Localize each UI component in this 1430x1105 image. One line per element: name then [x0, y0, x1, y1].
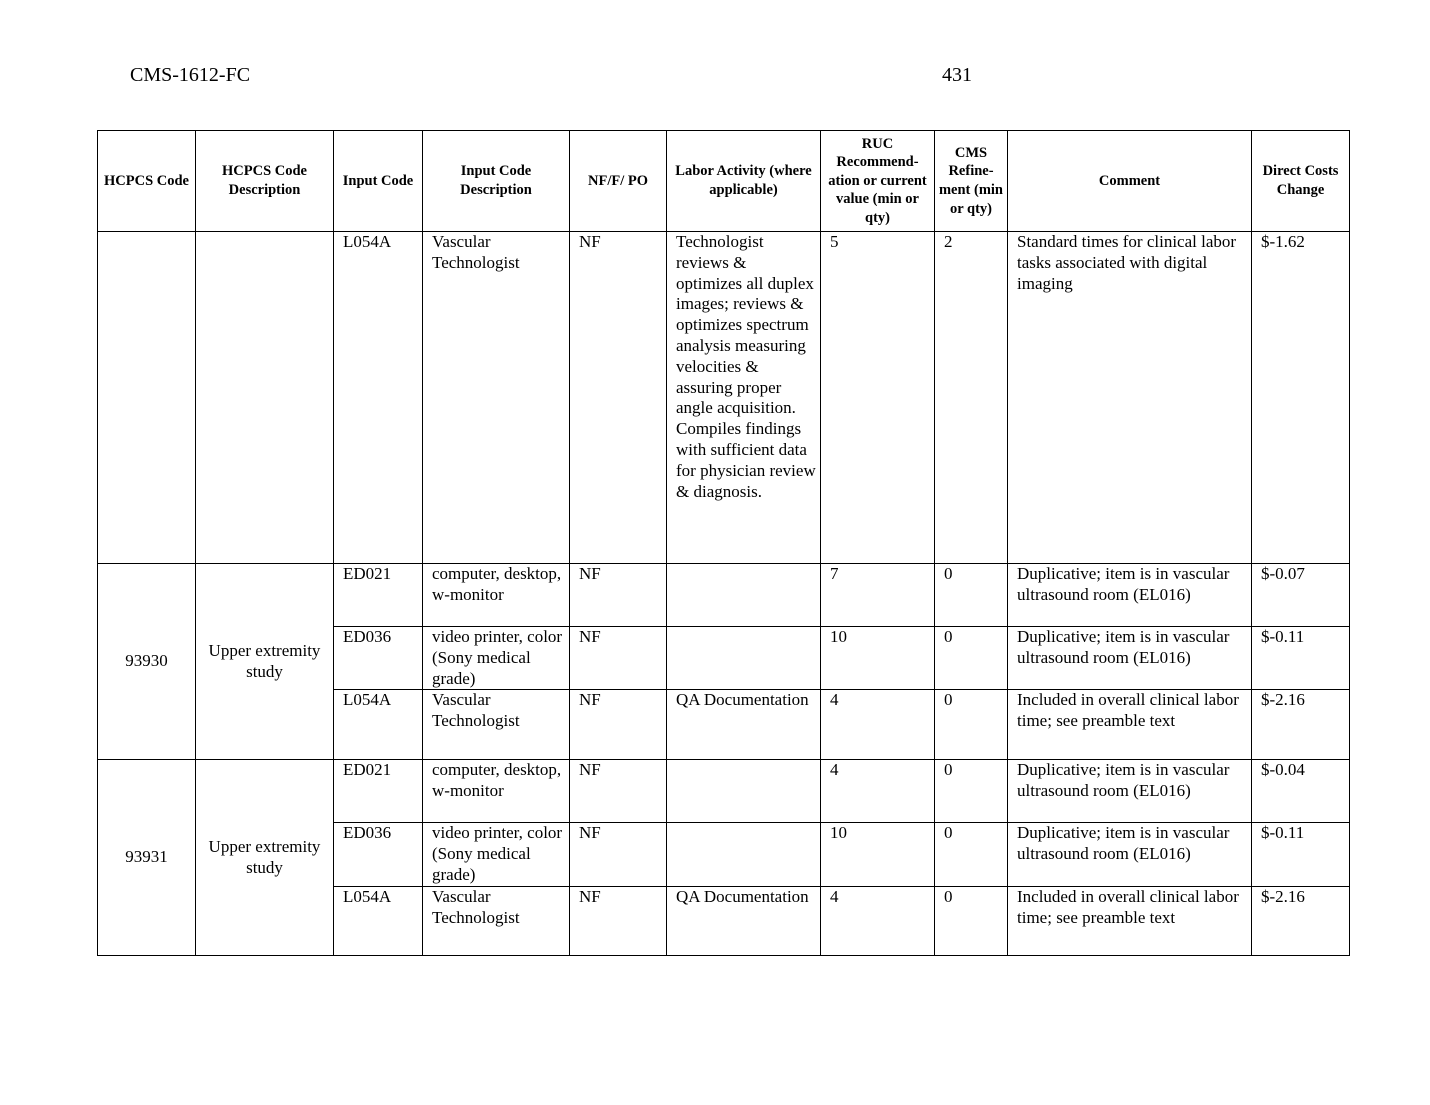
comment-cell: Included in overall clinical labor time; see preamble text — [1008, 690, 1252, 760]
input-code-cell: L054A — [334, 886, 423, 955]
cms-refinement-cell: 0 — [935, 886, 1008, 955]
cost-change-cell: $-0.11 — [1252, 627, 1350, 690]
header-input-code: Input Code — [334, 131, 423, 232]
ruc-value-cell: 4 — [821, 760, 935, 823]
hcpcs-description-cell — [196, 232, 334, 564]
input-code-cell: ED021 — [334, 564, 423, 627]
hcpcs-code-cell — [98, 232, 196, 564]
nf-cell: NF — [570, 564, 667, 627]
page-number: 431 — [942, 64, 972, 86]
nf-cell: NF — [570, 823, 667, 886]
comment-cell: Duplicative; item is in vascular ultrasound room (EL016) — [1008, 823, 1252, 886]
labor-activity-cell — [667, 627, 821, 690]
cms-refinement-cell: 0 — [935, 627, 1008, 690]
table-header — [98, 131, 1350, 232]
input-description-cell: video printer, color (Sony medical grade) — [423, 627, 570, 690]
ruc-value-cell: 5 — [821, 232, 935, 564]
comment-cell: Standard times for clinical labor tasks associated with digital imaging — [1008, 232, 1252, 564]
input-description-cell: Vascular Technologist — [423, 690, 570, 760]
input-code-cell: ED036 — [334, 823, 423, 886]
header-labor-activity: Labor Activity (where applicable) — [667, 131, 821, 232]
input-description-cell: computer, desktop, w-monitor — [423, 760, 570, 823]
table-body — [98, 232, 1350, 956]
labor-activity-cell — [667, 760, 821, 823]
labor-activity-cell: QA Documentation — [667, 690, 821, 760]
input-code-cell: ED036 — [334, 627, 423, 690]
ruc-value-cell: 10 — [821, 627, 935, 690]
nf-cell: NF — [570, 760, 667, 823]
header-comment: Comment — [1008, 131, 1252, 232]
comment-cell: Duplicative; item is in vascular ultrasound room (EL016) — [1008, 564, 1252, 627]
table-row — [98, 760, 1350, 823]
header-hcpcs-code: HCPCS Code — [98, 131, 196, 232]
input-code-cell: L054A — [334, 232, 423, 564]
nf-cell: NF — [570, 627, 667, 690]
header-nf-f-po: NF/F/ PO — [570, 131, 667, 232]
table-row — [98, 564, 1350, 627]
cms-refinement-cell: 2 — [935, 232, 1008, 564]
cost-change-cell: $-1.62 — [1252, 232, 1350, 564]
cms-refinement-cell: 0 — [935, 760, 1008, 823]
cms-refinement-cell: 0 — [935, 690, 1008, 760]
input-description-cell: video printer, color (Sony medical grade) — [423, 823, 570, 886]
input-description-cell: Vascular Technologist — [423, 232, 570, 564]
comment-cell: Included in overall clinical labor time; see preamble text — [1008, 886, 1252, 955]
input-description-cell: computer, desktop, w-monitor — [423, 564, 570, 627]
table-row — [98, 232, 1350, 564]
input-description-cell: Vascular Technologist — [423, 886, 570, 955]
header-direct-costs-change: Direct Costs Change — [1252, 131, 1350, 232]
comment-cell: Duplicative; item is in vascular ultrasound room (EL016) — [1008, 760, 1252, 823]
labor-activity-cell: QA Documentation — [667, 886, 821, 955]
cost-change-cell: $-2.16 — [1252, 886, 1350, 955]
direct-costs-table — [97, 130, 1350, 956]
hcpcs-description-cell: Upper extremity study — [196, 564, 334, 760]
header-input-description: Input Code Description — [423, 131, 570, 232]
ruc-value-cell: 4 — [821, 886, 935, 955]
ruc-value-cell: 10 — [821, 823, 935, 886]
cost-change-cell: $-0.04 — [1252, 760, 1350, 823]
nf-cell: NF — [570, 886, 667, 955]
cms-refinement-cell: 0 — [935, 823, 1008, 886]
labor-activity-cell: Technologist reviews & optimizes all duplex images; reviews & optimizes spectrum analysis measuring velocities & assuring proper angle acquisition. Compiles findings with sufficient data for physician review & diagnosis. — [667, 232, 821, 564]
header-ruc-recommendation: RUC Recommend-ation or current value (min or qty) — [821, 131, 935, 232]
input-code-cell: ED021 — [334, 760, 423, 823]
hcpcs-code-cell: 93931 — [98, 760, 196, 955]
header-cms-refinement: CMS Refine-ment (min or qty) — [935, 131, 1008, 232]
cost-change-cell: $-2.16 — [1252, 690, 1350, 760]
header-hcpcs-description: HCPCS Code Description — [196, 131, 334, 232]
cms-refinement-cell: 0 — [935, 564, 1008, 627]
labor-activity-cell — [667, 564, 821, 627]
input-code-cell: L054A — [334, 690, 423, 760]
ruc-value-cell: 4 — [821, 690, 935, 760]
nf-cell: NF — [570, 232, 667, 564]
document-id: CMS-1612-FC — [130, 64, 251, 86]
comment-cell: Duplicative; item is in vascular ultrasound room (EL016) — [1008, 627, 1252, 690]
cost-change-cell: $-0.07 — [1252, 564, 1350, 627]
cost-change-cell: $-0.11 — [1252, 823, 1350, 886]
nf-cell: NF — [570, 690, 667, 760]
ruc-value-cell: 7 — [821, 564, 935, 627]
labor-activity-cell — [667, 823, 821, 886]
hcpcs-code-cell: 93930 — [98, 564, 196, 760]
hcpcs-description-cell: Upper extremity study — [196, 760, 334, 955]
